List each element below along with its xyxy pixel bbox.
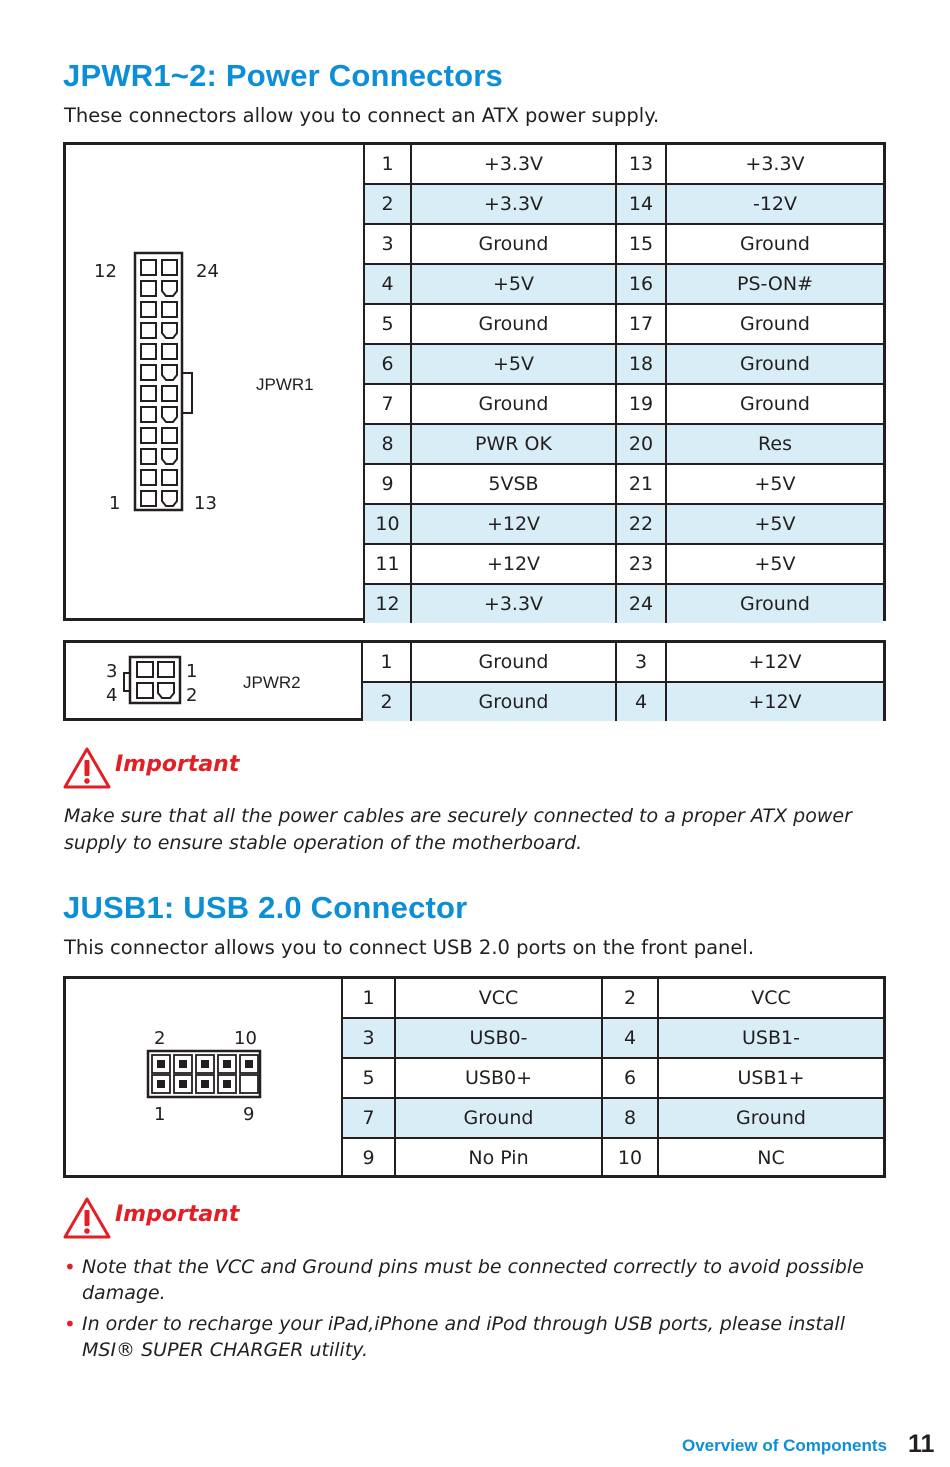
section-title-usb-connector: JUSB1: USB 2.0 Connector <box>63 890 468 925</box>
important-label: Important <box>115 1202 240 1227</box>
pin-signal: Res <box>666 424 883 464</box>
pin-row <box>342 979 883 1018</box>
bullet-line: MSI® SUPER CHARGER utility. <box>82 1339 369 1361</box>
pin-number: 1 <box>362 643 411 682</box>
jpwr2-name: JPWR2 <box>243 673 301 692</box>
pin-number: 8 <box>602 1098 658 1138</box>
pin-number: 3 <box>342 1018 395 1058</box>
pin-number: 10 <box>602 1138 658 1177</box>
pin-signal: Ground <box>411 643 616 682</box>
pin-number: 15 <box>616 224 666 264</box>
pin-signal: Ground <box>411 224 616 264</box>
pin-number: 8 <box>364 424 411 464</box>
important-note-power <box>64 803 894 857</box>
pin-signal: NC <box>658 1138 883 1177</box>
pin-signal: Ground <box>666 304 883 344</box>
important-bullet <box>64 1254 864 1306</box>
pin-row <box>364 344 883 384</box>
pin-signal: -12V <box>666 184 883 224</box>
pin-row <box>342 1098 883 1138</box>
pin-signal: Ground <box>666 384 883 424</box>
jpwr1-name: JPWR1 <box>256 375 314 394</box>
pin-signal: +3.3V <box>411 584 616 623</box>
pin-number: 22 <box>616 504 666 544</box>
jpwr2-pin-grid <box>361 643 883 721</box>
pin-signal: +12V <box>411 544 616 584</box>
jusb1-label-bottom-right: 9 <box>243 1104 255 1125</box>
pin-row <box>364 504 883 544</box>
jpwr1-pin-grid <box>363 145 883 623</box>
jpwr2-label-top-right: 1 <box>186 661 198 682</box>
pin-signal: Ground <box>411 682 616 721</box>
pin-signal: USB0+ <box>395 1058 602 1098</box>
jusb1-label-bottom-left: 1 <box>154 1104 166 1125</box>
pin-number: 2 <box>362 682 411 721</box>
pin-row <box>364 384 883 424</box>
pin-number: 6 <box>364 344 411 384</box>
footer-section-title: Overview of Components <box>682 1436 887 1455</box>
pin-number: 20 <box>616 424 666 464</box>
important-bullet <box>64 1311 864 1363</box>
pin-signal: +12V <box>666 682 883 721</box>
pin-signal: VCC <box>658 979 883 1018</box>
pin-number: 16 <box>616 264 666 304</box>
jpwr1-label-top-left: 12 <box>94 261 117 282</box>
pin-number: 18 <box>616 344 666 384</box>
important-callout-usb <box>63 1196 313 1240</box>
pin-number: 4 <box>616 682 666 721</box>
pin-number: 9 <box>364 464 411 504</box>
pin-signal: +3.3V <box>411 145 616 184</box>
jpwr1-label-bottom-left: 1 <box>109 493 121 514</box>
pin-signal: +5V <box>411 344 616 384</box>
pin-number: 5 <box>364 304 411 344</box>
jpwr1-label-top-right: 24 <box>196 261 219 282</box>
jusb1-connector-diagram <box>66 979 346 1176</box>
pin-row <box>364 304 883 344</box>
pin-signal: USB1- <box>658 1018 883 1058</box>
pin-row <box>364 224 883 264</box>
pin-signal: Ground <box>411 384 616 424</box>
pin-row <box>362 643 883 682</box>
pin-row <box>364 584 883 623</box>
section-title-power-connectors: JPWR1~2: Power Connectors <box>63 58 503 93</box>
pin-signal: +5V <box>666 464 883 504</box>
jpwr2-pinout-table <box>63 640 886 721</box>
pin-row <box>364 424 883 464</box>
jpwr1-label-bottom-right: 13 <box>194 493 217 514</box>
jpwr1-connector-diagram <box>66 145 366 619</box>
jusb1-label-top-right: 10 <box>234 1028 257 1049</box>
pin-row <box>342 1058 883 1098</box>
pin-number: 21 <box>616 464 666 504</box>
jpwr1-pinout-table <box>63 142 886 621</box>
pin-row <box>364 184 883 224</box>
pin-signal: +12V <box>666 643 883 682</box>
pin-number: 4 <box>364 264 411 304</box>
pin-signal: Ground <box>658 1098 883 1138</box>
pin-signal: VCC <box>395 979 602 1018</box>
pin-number: 24 <box>616 584 666 623</box>
pin-signal: Ground <box>666 344 883 384</box>
pin-number: 10 <box>364 504 411 544</box>
note-line: supply to ensure stable operation of the motherboard. <box>64 832 583 854</box>
pin-row <box>342 1018 883 1058</box>
pin-row <box>364 544 883 584</box>
pin-number: 3 <box>616 643 666 682</box>
jpwr2-label-bottom-left: 4 <box>106 685 118 706</box>
bullet-line: Note that the VCC and Ground pins must be connected correctly to avoid possible <box>82 1256 864 1278</box>
jusb1-pin-grid <box>341 979 883 1177</box>
pin-number: 2 <box>364 184 411 224</box>
pin-row <box>364 264 883 304</box>
pin-number: 3 <box>364 224 411 264</box>
pin-signal: +3.3V <box>666 145 883 184</box>
jpwr2-label-top-left: 3 <box>106 661 118 682</box>
pin-signal: No Pin <box>395 1138 602 1177</box>
pin-number: 19 <box>616 384 666 424</box>
note-line: Make sure that all the power cables are securely connected to a proper ATX power <box>64 805 852 827</box>
pin-signal: +3.3V <box>411 184 616 224</box>
pin-row <box>342 1138 883 1177</box>
pin-signal: +12V <box>411 504 616 544</box>
pin-signal: PS-ON# <box>666 264 883 304</box>
pin-number: 5 <box>342 1058 395 1098</box>
pin-number: 1 <box>364 145 411 184</box>
pin-row <box>364 464 883 504</box>
pin-signal: Ground <box>666 224 883 264</box>
important-label: Important <box>115 752 240 777</box>
pin-signal: +5V <box>411 264 616 304</box>
pin-number: 9 <box>342 1138 395 1177</box>
section-intro-power: These connectors allow you to connect an ATX power supply. <box>64 104 660 127</box>
pin-number: 6 <box>602 1058 658 1098</box>
pin-signal: 5VSB <box>411 464 616 504</box>
bullet-line: In order to recharge your iPad,iPhone and iPod through USB ports, please install <box>82 1313 845 1335</box>
pin-number: 7 <box>342 1098 395 1138</box>
pin-signal: +5V <box>666 504 883 544</box>
bullet-line: damage. <box>82 1282 166 1304</box>
pin-signal: PWR OK <box>411 424 616 464</box>
jusb1-pinout-table <box>63 976 886 1178</box>
warning-icon <box>63 746 111 790</box>
pin-row <box>362 682 883 721</box>
pin-signal: Ground <box>395 1098 602 1138</box>
warning-icon <box>63 1196 111 1240</box>
pin-number: 1 <box>342 979 395 1018</box>
pin-number: 14 <box>616 184 666 224</box>
pin-number: 7 <box>364 384 411 424</box>
jpwr2-label-bottom-right: 2 <box>186 685 198 706</box>
pin-number: 11 <box>364 544 411 584</box>
pin-signal: USB0- <box>395 1018 602 1058</box>
pin-signal: Ground <box>411 304 616 344</box>
important-callout-power <box>63 746 313 790</box>
pin-signal: USB1+ <box>658 1058 883 1098</box>
pin-number: 13 <box>616 145 666 184</box>
bullet-dot: • <box>64 1312 76 1336</box>
pin-signal: Ground <box>666 584 883 623</box>
pin-number: 4 <box>602 1018 658 1058</box>
pin-number: 12 <box>364 584 411 623</box>
pin-number: 23 <box>616 544 666 584</box>
pin-number: 2 <box>602 979 658 1018</box>
pin-number: 17 <box>616 304 666 344</box>
pin-row <box>364 145 883 184</box>
bullet-dot: • <box>64 1255 76 1279</box>
jusb1-label-top-left: 2 <box>154 1028 166 1049</box>
section-intro-usb: This connector allows you to connect USB 2.0 ports on the front panel. <box>64 936 755 959</box>
page-number: 11 <box>908 1430 935 1458</box>
pin-signal: +5V <box>666 544 883 584</box>
